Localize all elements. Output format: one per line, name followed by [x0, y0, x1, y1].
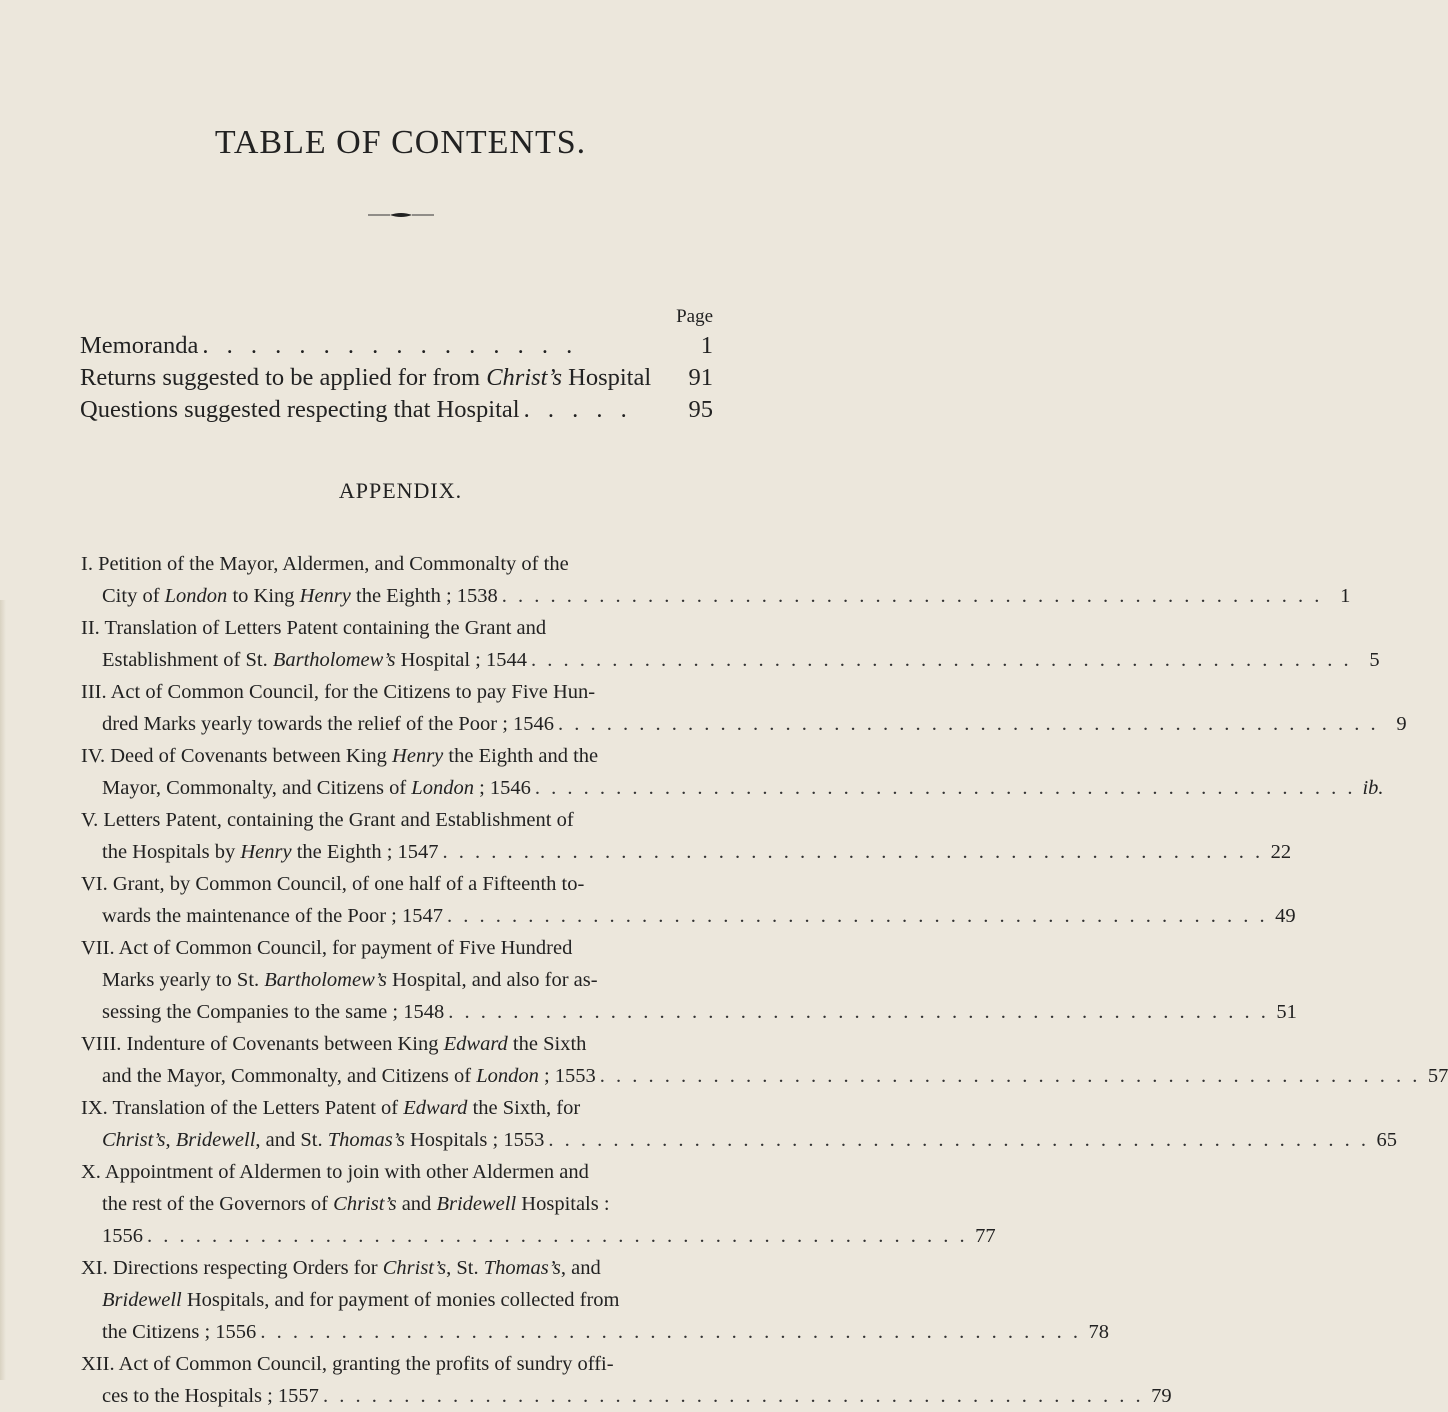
contents-entry: [80, 394, 713, 426]
entry-text: XI. Directions respecting Orders for Christ’s, St. Thomas’s, and: [81, 1257, 601, 1279]
entry-text: the rest of the Governors of Christ’s and Bridewell Hospitals :: [102, 1193, 610, 1215]
entry-text: City of London to King Henry the Eighth ; 1538: [102, 585, 498, 607]
entry-text: VI. Grant, by Common Council, of one half of a Fifteenth to-: [81, 873, 585, 895]
entry-line: [81, 964, 713, 996]
entry-line: [81, 996, 1297, 1028]
entry-line: [81, 612, 713, 644]
leader-dots: . . . . . . . . . . . . . . . . . . . . . . . . . . . . . . . . . . . . . . . . . . . . . . . . . . .: [534, 777, 1356, 799]
entry-page-number: 9: [1396, 713, 1407, 735]
entry-text: Bridewell Hospitals, and for payment of monies collected from: [102, 1289, 620, 1311]
page-edge-shadow: [0, 600, 6, 1380]
entry-page-number: 65: [1376, 1129, 1397, 1151]
entry-line: [81, 900, 1296, 932]
entry-text: and the Mayor, Commonalty, and Citizens of London ; 1553: [102, 1065, 596, 1087]
entry-text: III. Act of Common Council, for the Citizens to pay Five Hun-: [81, 681, 596, 703]
entry-line: [81, 1348, 713, 1380]
appendix-contents-list: [81, 548, 1448, 1412]
entry-text: Establishment of St. Bartholomew’s Hospital ; 1544: [102, 649, 528, 671]
appendix-entry: [81, 1252, 1109, 1348]
entry-text: II. Translation of Letters Patent containing the Grant and: [81, 617, 547, 639]
leader-dots: . . . . . . . . . . . . . . . .: [202, 332, 579, 359]
entry-text: ces to the Hospitals ; 1557: [102, 1385, 319, 1407]
entry-page-number: 78: [1088, 1321, 1109, 1343]
page-title: TABLE OF CONTENTS.: [214, 124, 587, 161]
entry-line: [81, 1156, 713, 1188]
entry-line: [81, 1060, 1448, 1092]
entry-text: I. Petition of the Mayor, Aldermen, and Commonalty of the: [81, 553, 569, 575]
entry-page-number: 95: [688, 396, 713, 423]
divider-ornament-icon: [368, 212, 434, 218]
entry-page-number: 91: [688, 364, 713, 391]
leader-dots: . . . . . . . . . . . . . . . . . . . . . . . . . . . . . . . . . . . . . . . . . . . . . . . . . . .: [599, 1065, 1421, 1087]
contents-entry: [80, 362, 713, 394]
entry-page-number: 49: [1275, 905, 1296, 927]
appendix-entry: [81, 932, 1297, 1028]
entry-line: [81, 1316, 1109, 1348]
main-contents-list: [80, 330, 713, 426]
entry-line: [81, 708, 1407, 740]
entry-line: [81, 836, 1292, 868]
entry-title: Memoranda: [80, 332, 199, 359]
entry-text: Christ’s, Bridewell, and St. Thomas’s Hospitals ; 1553: [102, 1129, 545, 1151]
entry-page-number: 51: [1276, 1001, 1297, 1023]
leader-dots: . . . . .: [523, 396, 633, 423]
leader-dots: . . . . . . . . . . . . . . . . . . . . . . . . . . . . . . . . . . . . . . . . . . . . . . . . . . .: [531, 649, 1352, 671]
leader-dots: . . . . . . . . . . . . . . . . . . . . . . . . . . . . . . . . . . . . . . . . . . . . . . . . . . .: [260, 1321, 1081, 1343]
entry-line: [81, 676, 713, 708]
entry-page-number: 79: [1151, 1385, 1172, 1407]
entry-text: VII. Act of Common Council, for payment of Five Hundred: [81, 937, 573, 959]
contents-entry: [80, 330, 713, 362]
leader-dots: . . . . . . . . . . . . . . . . . . . . . . . . . . . . . . . . . . . . . . . . . . . . . . . . . . .: [322, 1385, 1144, 1407]
entry-page-number: 5: [1369, 649, 1380, 671]
entry-page-number: 57: [1427, 1065, 1448, 1087]
leader-dots: . . . . . . . . . . . . . . . . . . . . . . . . . . . . . . . . . . . . . . . . . . . . . . . . . . .: [558, 713, 1379, 735]
entry-title: Returns suggested to be applied for from Christ’s Hospital: [80, 364, 652, 391]
entry-line: [81, 1252, 713, 1284]
entry-text: Mayor, Commonalty, and Citizens of London ; 1546: [102, 777, 531, 799]
appendix-entry: [81, 1156, 996, 1252]
appendix-entry: [81, 676, 1407, 740]
leader-dots: . . . . . . . . . . . . . . . . . . . . . . . . . . . . . . . . . . . . . . . . . . . . . . . . . . .: [501, 585, 1323, 607]
appendix-entry: [81, 1028, 1448, 1092]
entry-line: [81, 580, 1351, 612]
appendix-entry: [81, 740, 1384, 804]
entry-line: [81, 804, 713, 836]
entry-line: [81, 932, 713, 964]
entry-page-number: 22: [1270, 841, 1292, 863]
entry-text: wards the maintenance of the Poor ; 1547: [102, 905, 444, 927]
entry-line: [81, 772, 1384, 804]
leader-dots: . . . . . . . . . . . . . . . . . . . . . . . . . . . . . . . . . . . . . . . . . . . . . . . . . . .: [448, 1001, 1269, 1023]
entry-page-number: 1: [1340, 585, 1351, 607]
entry-text: the Hospitals by Henry the Eighth ; 1547: [102, 841, 439, 863]
page-column-label: Page: [676, 306, 713, 327]
entry-text: VIII. Indenture of Covenants between King Edward the Sixth: [81, 1033, 587, 1055]
entry-text: Marks yearly to St. Bartholomew’s Hospital, and also for as-: [102, 969, 598, 991]
leader-dots: . . . . . . . . . . . . . . . . . . . . . . . . . . . . . . . . . . . . . . . . . . . . . . . . . . .: [548, 1129, 1369, 1151]
entry-line: [81, 1028, 713, 1060]
leader-dots: . . . . . . . . . . . . . . . . . . . . . . . . . . . . . . . . . . . . . . . . . . . . . . . . . . .: [147, 1225, 968, 1247]
entry-line: [81, 1284, 713, 1316]
entry-text: 1556: [102, 1225, 143, 1247]
entry-text: XII. Act of Common Council, granting the profits of sundry offi-: [81, 1353, 614, 1375]
entry-text: IX. Translation of the Letters Patent of Edward the Sixth, for: [81, 1097, 581, 1119]
entry-text: the Citizens ; 1556: [102, 1321, 257, 1343]
entry-line: [81, 1188, 713, 1220]
entry-page-number: 1: [700, 332, 713, 359]
entry-text: X. Appointment of Aldermen to join with other Aldermen and: [81, 1161, 589, 1183]
entry-line: [81, 1220, 996, 1252]
entry-text: V. Letters Patent, containing the Grant and Establishment of: [81, 809, 574, 831]
entry-text: dred Marks yearly towards the relief of the Poor ; 1546: [102, 713, 555, 735]
entry-page-number: 77: [975, 1225, 996, 1247]
entry-line: [81, 1092, 713, 1124]
entry-line: [81, 1124, 1397, 1156]
entry-line: [81, 868, 713, 900]
entry-line: [81, 548, 713, 580]
appendix-entry: [81, 804, 1292, 868]
entry-title: Questions suggested respecting that Hospital: [80, 396, 520, 423]
entry-line: [81, 644, 1380, 676]
appendix-entry: [81, 868, 1296, 932]
entry-text: sessing the Companies to the same ; 1548: [102, 1001, 445, 1023]
entry-page-number: ib.: [1362, 777, 1384, 799]
entry-line: [81, 740, 713, 772]
appendix-entry: [81, 612, 1380, 676]
appendix-entry: [81, 548, 1351, 612]
entry-text: IV. Deed of Covenants between King Henry the Eighth and the: [81, 745, 599, 767]
appendix-entry: [81, 1348, 1172, 1412]
leader-dots: . . . . . . . . . . . . . . . . . . . . . . . . . . . . . . . . . . . . . . . . . . . . . . . . . . .: [442, 841, 1264, 863]
appendix-heading: APPENDIX.: [338, 478, 463, 503]
appendix-entry: [81, 1092, 1397, 1156]
leader-dots: . . . . . . . . . . . . . . . . . . . . . . . . . . . . . . . . . . . . . . . . . . . . . . . . . . .: [447, 905, 1268, 927]
entry-line: [81, 1380, 1172, 1412]
